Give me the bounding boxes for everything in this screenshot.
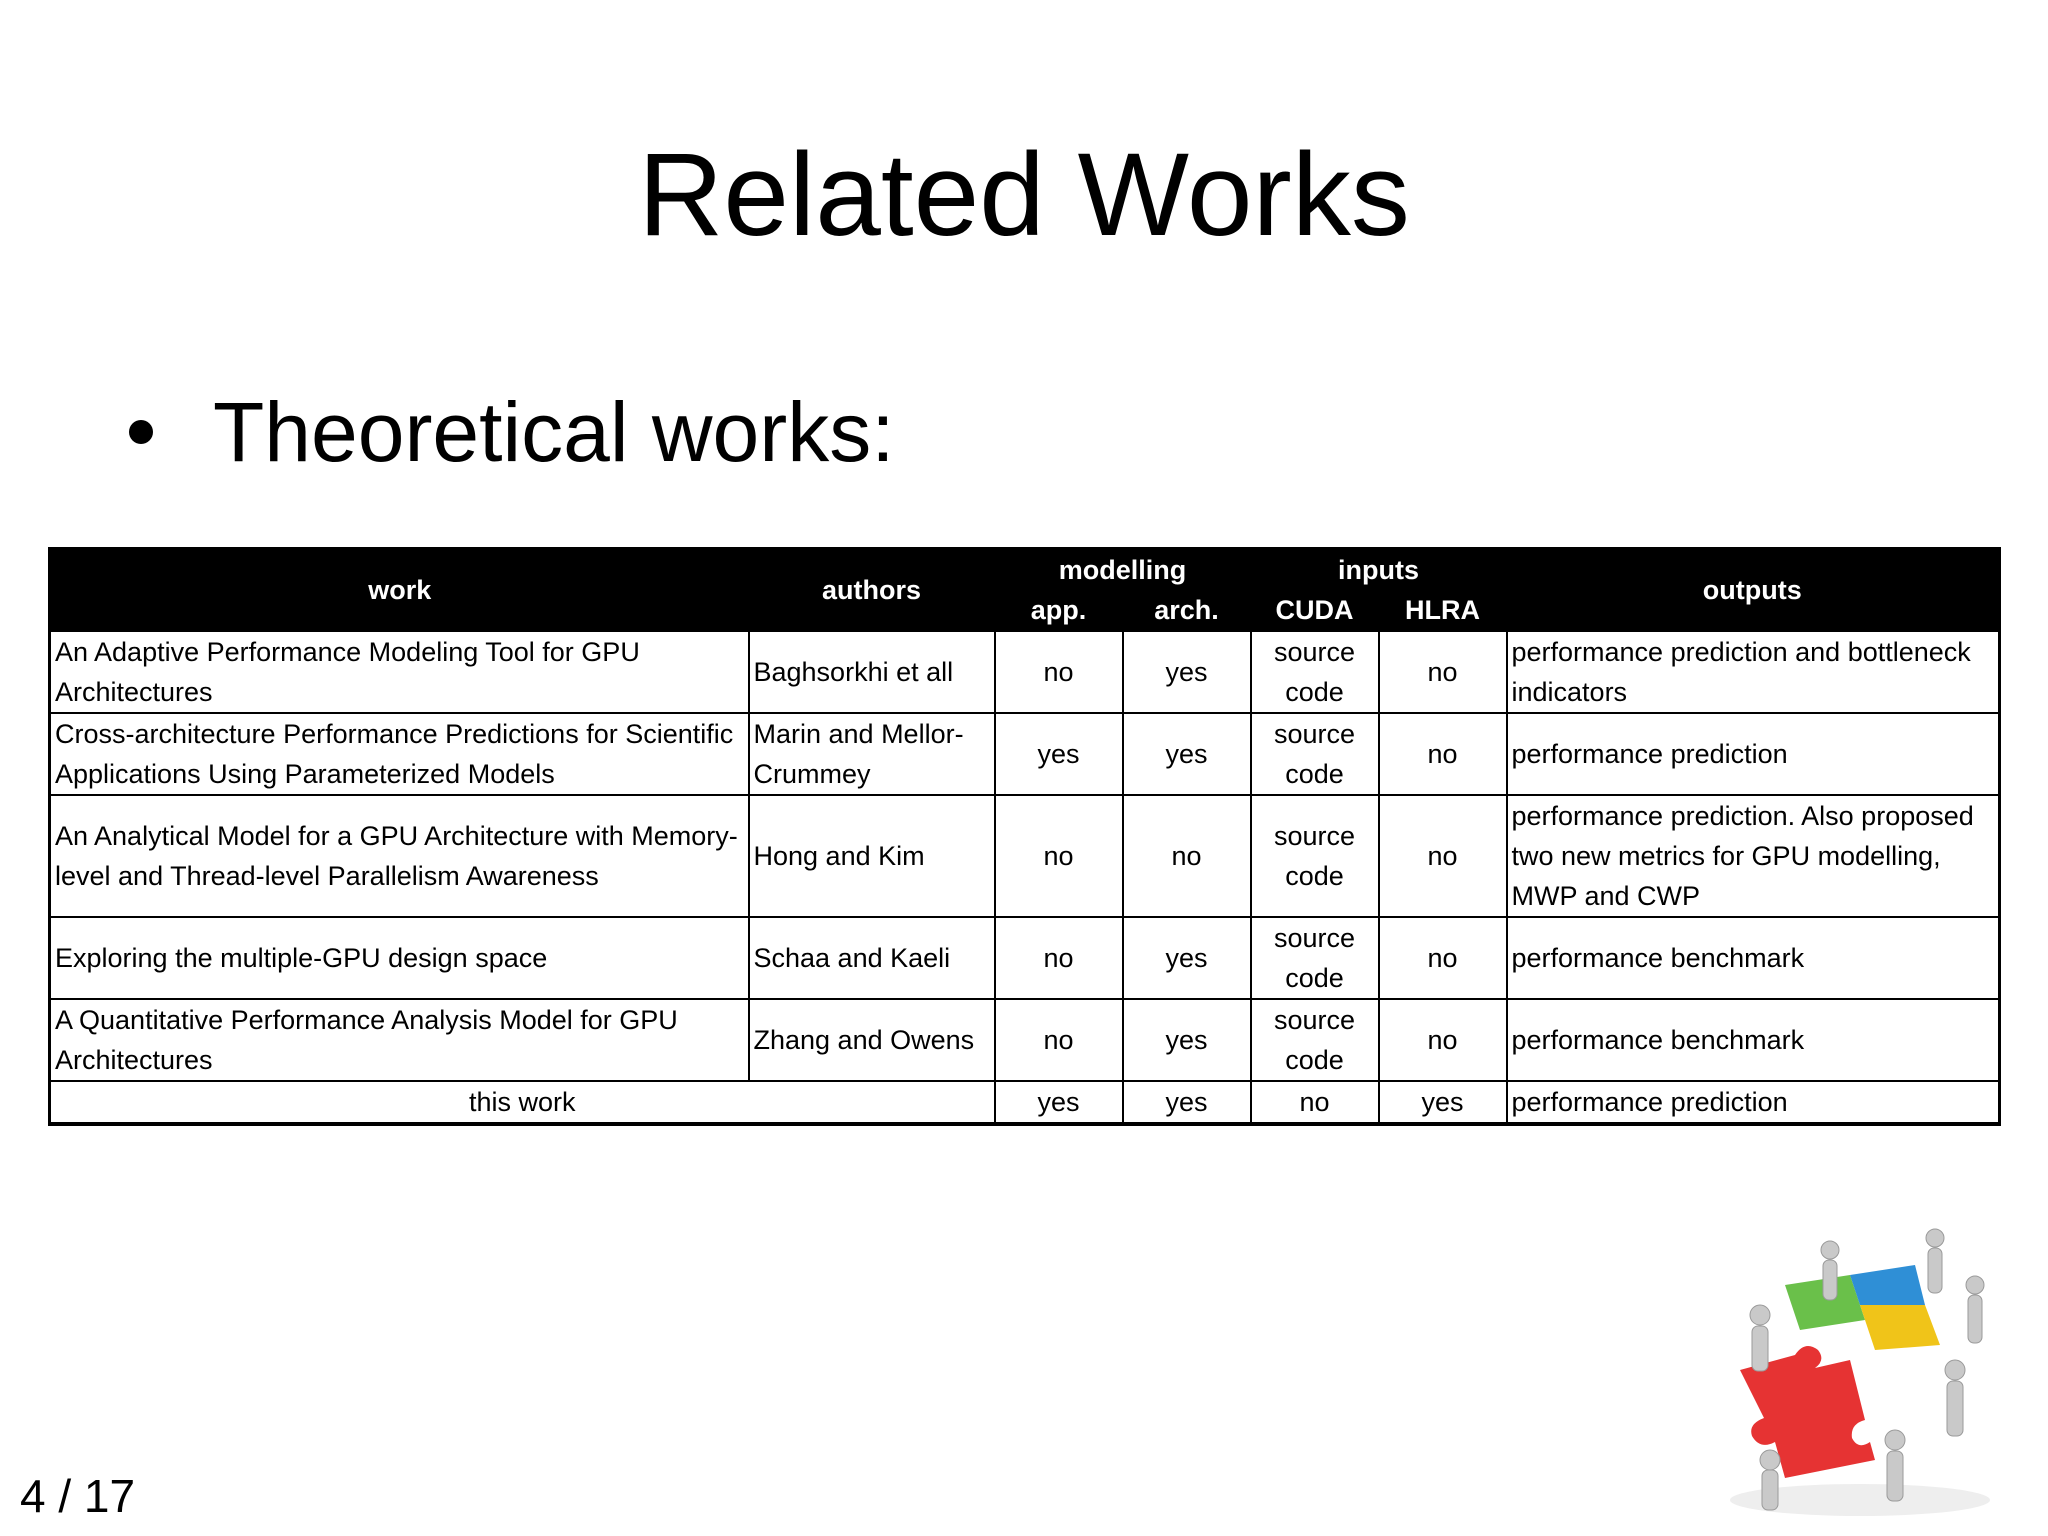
bullet-dot-icon — [129, 420, 153, 444]
header-hlra: HLRA — [1379, 590, 1507, 631]
cell-app: yes — [995, 1081, 1123, 1124]
slide-title: Related Works — [638, 129, 1410, 261]
table-row-this-work — [50, 1081, 2000, 1124]
header-work: work — [50, 549, 749, 632]
cell-outputs: performance prediction. Also proposed two new metrics for GPU modelling, MWP and CWP — [1507, 795, 2000, 917]
table-row — [50, 795, 2000, 917]
table-row — [50, 917, 2000, 999]
cell-cuda: source code — [1251, 713, 1379, 795]
cell-authors: Marin and Mellor-Crummey — [749, 713, 995, 795]
cell-authors: Zhang and Owens — [749, 999, 995, 1081]
cell-work: Cross-architecture Performance Predictions for Scientific Applications Using Parameterized Models — [50, 713, 749, 795]
table-row — [50, 713, 2000, 795]
cell-arch: yes — [1123, 1081, 1251, 1124]
table-row — [50, 631, 2000, 713]
cell-cuda: source code — [1251, 631, 1379, 713]
header-app: app. — [995, 590, 1123, 631]
cell-authors: Hong and Kim — [749, 795, 995, 917]
bullet-text: Theoretical works: — [213, 385, 895, 479]
cell-arch: no — [1123, 795, 1251, 917]
cell-cuda: source code — [1251, 917, 1379, 999]
cell-authors: Schaa and Kaeli — [749, 917, 995, 999]
cell-hlra: no — [1379, 999, 1507, 1081]
cell-work: Exploring the multiple-GPU design space — [50, 917, 749, 999]
cell-arch: yes — [1123, 917, 1251, 999]
cell-cuda: source code — [1251, 795, 1379, 917]
related-works-table — [48, 547, 2001, 1126]
header-inputs: inputs — [1251, 549, 1507, 591]
cell-work: An Adaptive Performance Modeling Tool for GPU Architectures — [50, 631, 749, 713]
cell-outputs: performance prediction and bottleneck indicators — [1507, 631, 2000, 713]
cell-cuda: no — [1251, 1081, 1379, 1124]
header-arch: arch. — [1123, 590, 1251, 631]
cell-this-work: this work — [50, 1081, 995, 1124]
page-number: 4 / 17 — [20, 1470, 136, 1522]
cell-hlra: yes — [1379, 1081, 1507, 1124]
cell-outputs: performance prediction — [1507, 1081, 2000, 1124]
cell-app: no — [995, 917, 1123, 999]
header-modelling: modelling — [995, 549, 1251, 591]
header-outputs: outputs — [1507, 549, 2000, 632]
cell-arch: yes — [1123, 631, 1251, 713]
cell-app: no — [995, 795, 1123, 917]
cell-outputs: performance benchmark — [1507, 917, 2000, 999]
cell-cuda: source code — [1251, 999, 1379, 1081]
cell-work: A Quantitative Performance Analysis Model for GPU Architectures — [50, 999, 749, 1081]
table-row — [50, 999, 2000, 1081]
cell-app: no — [995, 631, 1123, 713]
cell-authors: Baghsorkhi et all — [749, 631, 995, 713]
cell-outputs: performance benchmark — [1507, 999, 2000, 1081]
cell-hlra: no — [1379, 917, 1507, 999]
header-row-top — [50, 549, 2000, 591]
header-authors: authors — [749, 549, 995, 632]
cell-arch: yes — [1123, 713, 1251, 795]
bullet-point — [123, 382, 895, 482]
cell-hlra: no — [1379, 795, 1507, 917]
cell-work: An Analytical Model for a GPU Architecture with Memory-level and Thread-level Parallelism Awareness — [50, 795, 749, 917]
header-cuda: CUDA — [1251, 590, 1379, 631]
cell-hlra: no — [1379, 713, 1507, 795]
cell-arch: yes — [1123, 999, 1251, 1081]
cell-outputs: performance prediction — [1507, 713, 2000, 795]
cell-hlra: no — [1379, 631, 1507, 713]
cell-app: yes — [995, 713, 1123, 795]
puzzle-teamwork-illustration-icon — [1700, 1210, 2000, 1520]
cell-app: no — [995, 999, 1123, 1081]
